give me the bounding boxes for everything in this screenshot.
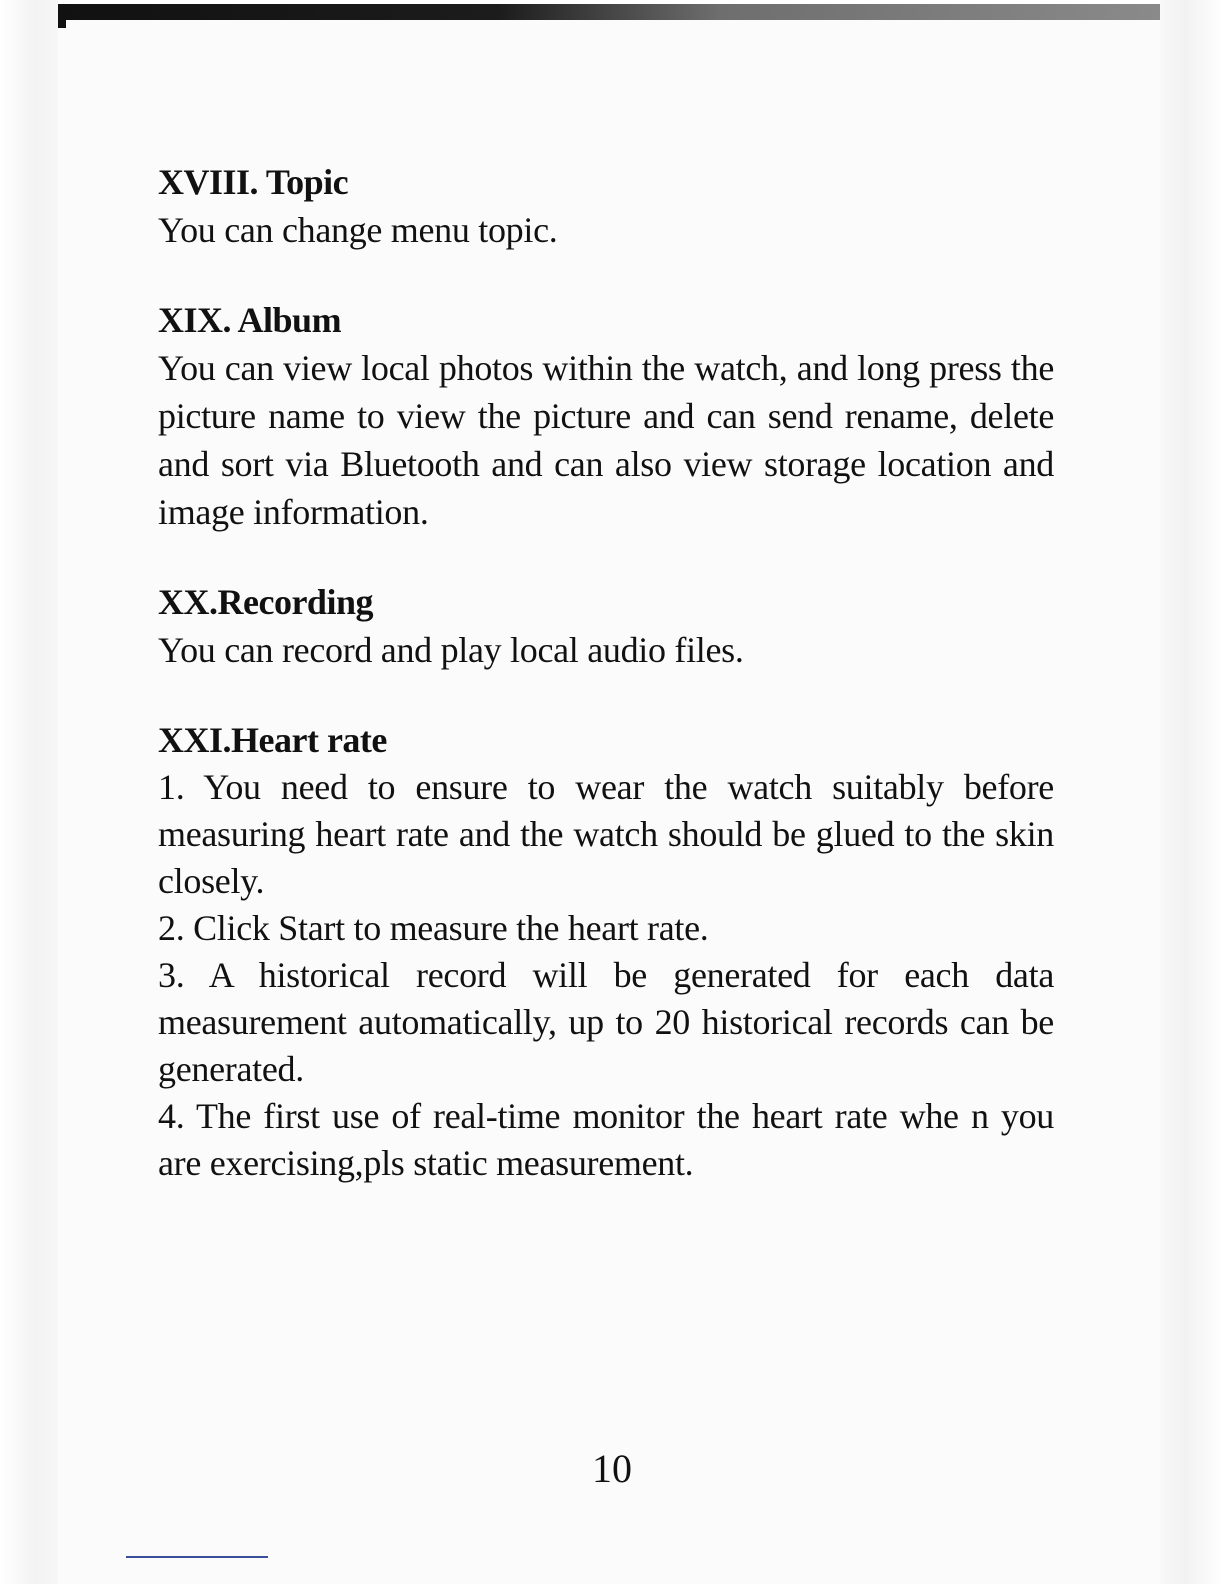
section-topic [158,158,1054,254]
top-border-line [58,4,1160,20]
section-heading: XVIII. Topic [158,162,349,202]
section-heading: XXI.Heart rate [158,720,387,760]
scan-left-margin [0,0,58,1584]
top-border-notch [58,18,66,28]
section-paragraph: You can change menu topic. [158,210,558,250]
list-item: 1. You need to ensure to wear the watch suitably before measuring heart rate and the watch should be glued to the skin closely. [158,767,1054,901]
section-paragraph: You can view local photos within the watch, and long press the picture name to view the picture and can send rename, delete and sort via Bluetooth and can also view storage location and image information. [158,348,1054,532]
bottom-rule [126,1556,268,1558]
page-number: 10 [592,1446,632,1491]
section-recording [158,578,1054,674]
section-heading: XIX. Album [158,300,342,340]
scan-right-margin [1160,0,1224,1584]
section-paragraph: You can record and play local audio files. [158,630,744,670]
list-item: 2. Click Start to measure the heart rate. [158,908,709,948]
section-heading: XX.Recording [158,582,373,622]
manual-content [158,158,1054,1229]
list-item: 4. The first use of real-time monitor the heart rate whe n you are exercising,pls static measurement. [158,1096,1054,1183]
list-item: 3. A historical record will be generated for each data measurement automatically, up to 20 historical records can be generated. [158,955,1054,1089]
section-album [158,296,1054,536]
section-heart-rate [158,716,1054,1187]
